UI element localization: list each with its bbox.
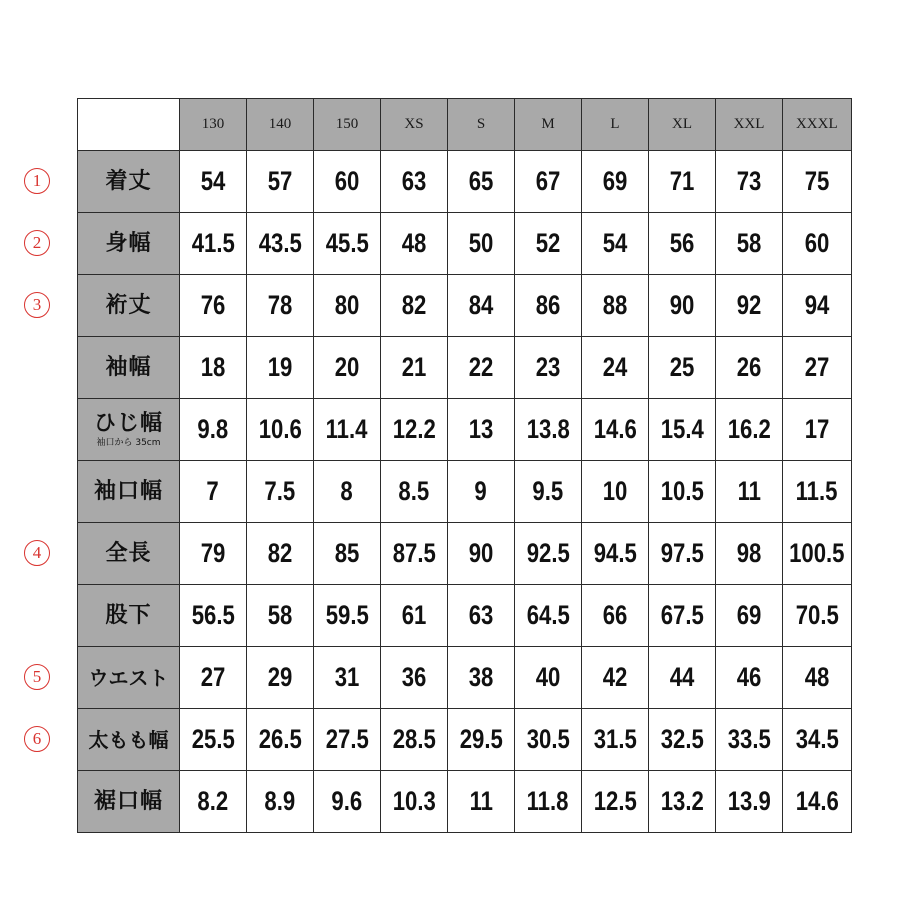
value-text: 60 — [334, 166, 360, 196]
size-header-cell: XXL — [716, 99, 783, 151]
value-text: 63 — [468, 600, 494, 630]
value-text: 63 — [401, 166, 427, 196]
value-text: 43.5 — [258, 228, 302, 258]
value-cell — [180, 709, 247, 771]
value-cell — [247, 523, 314, 585]
size-header-row — [78, 99, 852, 151]
row-label — [78, 151, 180, 213]
value-cell — [649, 523, 716, 585]
value-cell — [582, 647, 649, 709]
value-cell — [314, 709, 381, 771]
value-text: 42 — [602, 662, 628, 692]
row-label — [78, 213, 180, 275]
value-cell — [247, 399, 314, 461]
value-text: 84 — [468, 290, 494, 320]
value-text: 31 — [334, 662, 360, 692]
value-cell — [783, 585, 852, 647]
value-cell — [448, 523, 515, 585]
value-text: 85 — [334, 538, 360, 568]
value-text: 7.5 — [264, 476, 296, 506]
value-cell — [180, 461, 247, 523]
value-cell — [180, 585, 247, 647]
value-cell — [180, 275, 247, 337]
value-text: 25 — [669, 352, 695, 382]
value-text: 60 — [804, 228, 830, 258]
row-label-text: ウエスト — [88, 665, 169, 690]
value-text: 80 — [334, 290, 360, 320]
value-cell — [247, 771, 314, 833]
value-cell — [314, 523, 381, 585]
value-text: 13.9 — [727, 786, 771, 816]
value-text: 13.2 — [660, 786, 704, 816]
value-cell — [716, 151, 783, 213]
value-text: 38 — [468, 662, 494, 692]
value-text: 90 — [468, 538, 494, 568]
value-cell — [314, 771, 381, 833]
value-cell — [783, 337, 852, 399]
value-cell — [448, 647, 515, 709]
value-text: 40 — [535, 662, 561, 692]
value-text: 58 — [267, 600, 293, 630]
row-label — [78, 585, 180, 647]
table-row — [78, 337, 852, 399]
value-text: 15.4 — [660, 414, 704, 444]
value-cell — [716, 337, 783, 399]
value-cell — [247, 151, 314, 213]
value-cell — [180, 151, 247, 213]
value-cell — [716, 585, 783, 647]
value-cell — [649, 151, 716, 213]
value-cell — [716, 709, 783, 771]
row-label — [78, 337, 180, 399]
value-cell — [381, 461, 448, 523]
value-cell — [314, 151, 381, 213]
row-label — [78, 771, 180, 833]
value-text: 69 — [602, 166, 628, 196]
value-text: 14.6 — [795, 786, 839, 816]
value-cell — [649, 647, 716, 709]
value-cell — [448, 461, 515, 523]
value-cell — [582, 151, 649, 213]
value-cell — [448, 151, 515, 213]
value-text: 50 — [468, 228, 494, 258]
value-text: 94.5 — [593, 538, 637, 568]
corner-cell — [78, 99, 180, 151]
value-text: 16.2 — [727, 414, 771, 444]
value-cell — [515, 275, 582, 337]
value-cell — [649, 213, 716, 275]
value-cell — [381, 523, 448, 585]
value-cell — [448, 585, 515, 647]
value-text: 82 — [401, 290, 427, 320]
value-cell — [582, 275, 649, 337]
row-label-text: 全長 — [105, 540, 152, 566]
value-cell — [582, 585, 649, 647]
value-text: 98 — [736, 538, 762, 568]
row-number-marker: 1 — [24, 168, 50, 194]
table-row — [78, 461, 852, 523]
row-label-text: 袖口幅 — [93, 478, 163, 504]
row-label-text: 股下 — [105, 602, 152, 628]
value-text: 86 — [535, 290, 561, 320]
value-text: 27.5 — [325, 724, 369, 754]
value-text: 27 — [804, 352, 830, 382]
row-number-marker: 5 — [24, 664, 50, 690]
value-cell — [783, 647, 852, 709]
value-cell — [515, 709, 582, 771]
value-text: 94 — [804, 290, 830, 320]
value-cell — [448, 399, 515, 461]
size-header-cell: 130 — [180, 99, 247, 151]
value-text: 54 — [200, 166, 226, 196]
value-text: 48 — [804, 662, 830, 692]
value-cell — [649, 461, 716, 523]
value-cell — [649, 275, 716, 337]
value-cell — [716, 275, 783, 337]
table-row — [78, 585, 852, 647]
row-number-marker: 2 — [24, 230, 50, 256]
value-cell — [649, 709, 716, 771]
value-cell — [180, 523, 247, 585]
value-cell — [247, 585, 314, 647]
value-cell — [783, 275, 852, 337]
value-text: 56 — [669, 228, 695, 258]
value-text: 7 — [206, 476, 220, 506]
value-text: 26 — [736, 352, 762, 382]
value-text: 11 — [737, 476, 761, 506]
value-cell — [649, 399, 716, 461]
value-text: 36 — [401, 662, 427, 692]
value-cell — [515, 647, 582, 709]
value-text: 78 — [267, 290, 293, 320]
size-header-cell: 150 — [314, 99, 381, 151]
value-cell — [649, 585, 716, 647]
row-label — [78, 709, 180, 771]
row-number-marker: 3 — [24, 292, 50, 318]
table-row — [78, 771, 852, 833]
value-text: 69 — [736, 600, 762, 630]
value-text: 79 — [200, 538, 226, 568]
value-cell — [515, 771, 582, 833]
value-text: 92.5 — [526, 538, 570, 568]
value-cell — [582, 399, 649, 461]
value-text: 8.5 — [398, 476, 430, 506]
value-cell — [515, 461, 582, 523]
value-cell — [314, 399, 381, 461]
value-cell — [247, 709, 314, 771]
value-cell — [448, 771, 515, 833]
value-text: 57 — [267, 166, 293, 196]
value-cell — [783, 771, 852, 833]
value-text: 11.5 — [795, 476, 838, 506]
size-header-cell: M — [515, 99, 582, 151]
value-cell — [783, 523, 852, 585]
value-text: 10 — [602, 476, 628, 506]
value-cell — [314, 647, 381, 709]
value-text: 23 — [535, 352, 561, 382]
value-cell — [381, 647, 448, 709]
value-cell — [716, 523, 783, 585]
value-text: 22 — [468, 352, 494, 382]
value-cell — [381, 399, 448, 461]
value-text: 10.5 — [660, 476, 704, 506]
value-cell — [314, 213, 381, 275]
value-cell — [582, 771, 649, 833]
value-cell — [515, 213, 582, 275]
value-text: 64.5 — [526, 600, 570, 630]
row-label-text: 身幅 — [105, 230, 152, 256]
size-header-cell: XXXL — [783, 99, 852, 151]
value-cell — [314, 585, 381, 647]
value-text: 17 — [804, 414, 830, 444]
row-label — [78, 399, 180, 461]
value-cell — [180, 647, 247, 709]
value-cell — [180, 399, 247, 461]
value-text: 27 — [200, 662, 226, 692]
value-cell — [716, 461, 783, 523]
value-text: 58 — [736, 228, 762, 258]
row-label — [78, 275, 180, 337]
value-text: 13 — [468, 414, 494, 444]
value-cell — [448, 709, 515, 771]
value-text: 67.5 — [660, 600, 704, 630]
value-cell — [448, 213, 515, 275]
value-text: 10.6 — [258, 414, 302, 444]
value-text: 9.6 — [331, 786, 363, 816]
table-row — [78, 213, 852, 275]
value-text: 66 — [602, 600, 628, 630]
value-text: 71 — [669, 166, 695, 196]
value-cell — [515, 585, 582, 647]
size-header-cell: XS — [381, 99, 448, 151]
value-text: 11.8 — [527, 786, 569, 816]
value-text: 25.5 — [191, 724, 235, 754]
value-text: 8.2 — [197, 786, 229, 816]
value-text: 56.5 — [191, 600, 235, 630]
value-text: 97.5 — [660, 538, 704, 568]
value-text: 11.4 — [326, 414, 368, 444]
value-cell — [515, 523, 582, 585]
value-cell — [314, 337, 381, 399]
value-text: 29 — [267, 662, 293, 692]
value-cell — [448, 337, 515, 399]
value-cell — [515, 151, 582, 213]
table-row — [78, 275, 852, 337]
value-text: 87.5 — [392, 538, 436, 568]
value-cell — [515, 337, 582, 399]
value-cell — [381, 151, 448, 213]
value-text: 70.5 — [795, 600, 839, 630]
value-text: 28.5 — [392, 724, 436, 754]
row-label — [78, 523, 180, 585]
value-text: 46 — [736, 662, 762, 692]
value-text: 54 — [602, 228, 628, 258]
value-cell — [180, 337, 247, 399]
value-text: 21 — [401, 352, 427, 382]
size-header-cell: L — [582, 99, 649, 151]
value-cell — [716, 399, 783, 461]
value-text: 59.5 — [325, 600, 369, 630]
value-cell — [381, 771, 448, 833]
value-cell — [649, 771, 716, 833]
value-cell — [381, 213, 448, 275]
row-label-text: 着丈 — [105, 168, 152, 194]
value-text: 34.5 — [795, 724, 839, 754]
value-text: 19 — [267, 352, 293, 382]
table-row — [78, 709, 852, 771]
value-text: 8 — [340, 476, 354, 506]
value-cell — [783, 399, 852, 461]
row-number-marker: 6 — [24, 726, 50, 752]
value-text: 10.3 — [392, 786, 436, 816]
value-cell — [247, 337, 314, 399]
value-cell — [381, 585, 448, 647]
value-text: 92 — [736, 290, 762, 320]
value-text: 8.9 — [264, 786, 296, 816]
size-header-cell: S — [448, 99, 515, 151]
value-text: 13.8 — [526, 414, 570, 444]
value-text: 100.5 — [789, 538, 845, 568]
value-cell — [448, 275, 515, 337]
value-text: 75 — [804, 166, 830, 196]
size-header-cell: 140 — [247, 99, 314, 151]
row-label-text: 裾口幅 — [93, 788, 163, 814]
value-cell — [247, 213, 314, 275]
value-text: 32.5 — [660, 724, 704, 754]
value-cell — [247, 647, 314, 709]
value-text: 76 — [200, 290, 226, 320]
value-text: 12.2 — [392, 414, 436, 444]
value-text: 24 — [602, 352, 628, 382]
size-header-cell: XL — [649, 99, 716, 151]
value-cell — [180, 771, 247, 833]
value-cell — [716, 647, 783, 709]
value-text: 18 — [200, 352, 226, 382]
size-chart-table — [77, 98, 852, 833]
value-cell — [582, 213, 649, 275]
value-text: 9.8 — [197, 414, 229, 444]
value-text: 31.5 — [593, 724, 637, 754]
row-label — [78, 647, 180, 709]
value-cell — [180, 213, 247, 275]
value-text: 44 — [669, 662, 695, 692]
value-cell — [314, 275, 381, 337]
table-row — [78, 523, 852, 585]
value-text: 52 — [535, 228, 561, 258]
row-label — [78, 461, 180, 523]
row-label-text: 裄丈 — [105, 292, 152, 318]
table-row — [78, 399, 852, 461]
row-label-text: ひじ幅 — [93, 410, 163, 436]
value-cell — [582, 461, 649, 523]
value-text: 88 — [602, 290, 628, 320]
value-cell — [716, 213, 783, 275]
value-cell — [582, 523, 649, 585]
value-text: 61 — [401, 600, 427, 630]
value-cell — [783, 461, 852, 523]
value-cell — [515, 399, 582, 461]
table-row — [78, 647, 852, 709]
value-cell — [247, 461, 314, 523]
value-cell — [783, 213, 852, 275]
value-text: 9 — [474, 476, 488, 506]
row-label-text: 袖幅 — [105, 354, 152, 380]
value-text: 90 — [669, 290, 695, 320]
value-text: 29.5 — [459, 724, 503, 754]
value-text: 20 — [334, 352, 360, 382]
value-cell — [649, 337, 716, 399]
value-text: 14.6 — [593, 414, 637, 444]
value-text: 48 — [401, 228, 427, 258]
value-text: 9.5 — [532, 476, 564, 506]
value-text: 26.5 — [258, 724, 302, 754]
value-text: 11 — [469, 786, 493, 816]
value-text: 73 — [736, 166, 762, 196]
value-text: 45.5 — [325, 228, 369, 258]
value-cell — [381, 337, 448, 399]
row-number-marker: 4 — [24, 540, 50, 566]
value-text: 30.5 — [526, 724, 570, 754]
value-text: 82 — [267, 538, 293, 568]
value-text: 67 — [535, 166, 561, 196]
value-cell — [381, 275, 448, 337]
value-cell — [716, 771, 783, 833]
value-text: 41.5 — [191, 228, 235, 258]
value-cell — [783, 709, 852, 771]
value-cell — [247, 275, 314, 337]
value-cell — [381, 709, 448, 771]
value-text: 65 — [468, 166, 494, 196]
table-row — [78, 151, 852, 213]
value-cell — [783, 151, 852, 213]
value-cell — [314, 461, 381, 523]
value-cell — [582, 709, 649, 771]
value-text: 33.5 — [727, 724, 771, 754]
row-label-text: 太もも幅 — [88, 727, 169, 752]
row-label-note: 袖口から 35cm — [96, 437, 161, 448]
value-text: 12.5 — [593, 786, 637, 816]
value-cell — [582, 337, 649, 399]
